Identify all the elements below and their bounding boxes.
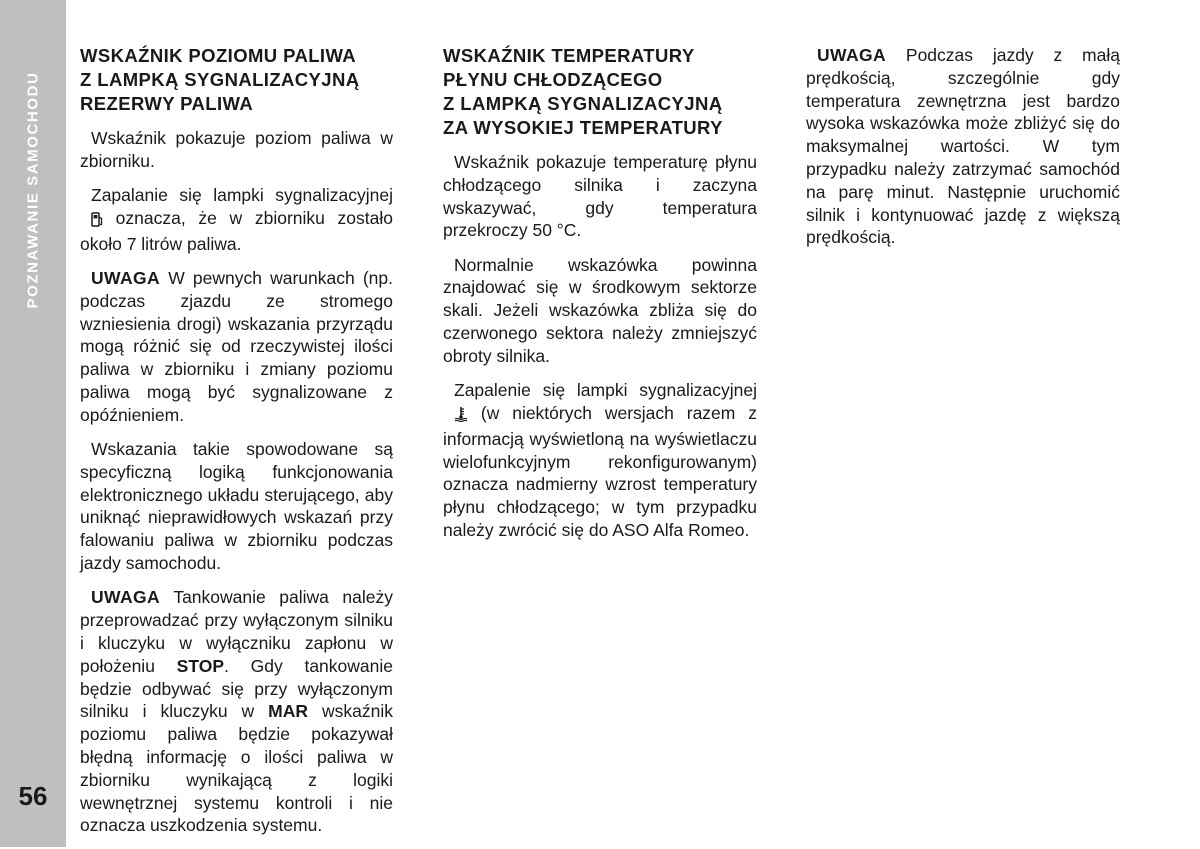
fuel-note-2-text-c: wskaźnik poziomu paliwa będzie pokazywał błędną informację o ilości paliwa w zbiorniku wynikającą z logiki wewnętrznej systemu kontroli i nie oznacza uszkodzenia systemu.	[80, 701, 393, 836]
fuel-note-2	[80, 586, 393, 837]
fuel-title-line-2: Z LAMPKĄ SYGNALIZACYJNĄ	[80, 69, 360, 90]
temp-paragraph-2: Normalnie wskazówka powinna znajdować się w środkowym sektorze skali. Jeżeli wskazówka zbliża się do czerwonego sektora należy zmniejszyć obroty silnika.	[443, 254, 757, 366]
fuel-paragraph-2	[80, 184, 393, 255]
coolant-temperature-icon	[443, 405, 468, 428]
coolant-gauge-column	[443, 44, 757, 553]
temp-paragraph-3	[443, 379, 757, 542]
temp-p3-after-icon: (w niektórych wersjach razem z informacją wyświetloną na wyświetlaczu wielofunkcyjnym rekonfigurowanym) oznacza nadmierny wzrost temperatury płynu chłodzącego; w tym przypadku należy zwrócić się do ASO Alfa Romeo.	[443, 402, 757, 540]
fuel-title-line-3: REZERWY PALIWA	[80, 93, 254, 114]
temperature-section-title	[443, 44, 757, 140]
sidebar	[0, 0, 66, 847]
fuel-gauge-column	[80, 44, 393, 849]
temp-paragraph-1: Wskaźnik pokazuje temperaturę płynu chłodzącego silnika i zaczyna wskazywać, gdy temperatura przekroczy 50 °C.	[443, 152, 757, 241]
fuel-paragraph-3: Wskazania takie spowodowane są specyficzną logiką funkcjonowania elektronicznego układu sterującego, aby uniknąć nieprawidłowych wskazań przy falowaniu paliwa w zbiorniku podczas jazdy samochodu.	[80, 439, 393, 574]
fuel-pump-icon	[80, 210, 103, 233]
note-label: UWAGA	[91, 587, 161, 608]
fuel-paragraph-1: Wskaźnik pokazuje poziom paliwa w zbiorniku.	[80, 128, 393, 171]
temp-title-line-2: PŁYNU CHŁODZĄCEGO	[443, 69, 663, 90]
fuel-p2-before-icon: Zapalanie się lampki sygnalizacyjnej	[91, 185, 393, 206]
page-number: 56	[18, 781, 48, 811]
fuel-note-1	[80, 267, 393, 427]
fuel-note-2-text-b: . Gdy tankowanie będzie odbywać się przy wyłączonym silniku i kluczyku w	[80, 655, 393, 722]
temp-title-line-1: WSKAŹNIK TEMPERATURY	[443, 45, 695, 66]
temp-title-line-4: ZA WYSOKIEJ TEMPERATURY	[443, 117, 723, 138]
fuel-note-1-text: W pewnych warunkach (np. podczas zjazdu ze stromego wzniesienia drogi) wskazania przyrządu mogą różnić się od rzeczywistej ilości paliwa w zbiorniku i zmiany poziomu paliwa mogą być sygnalizowane z opóźnieniem.	[80, 267, 393, 425]
stop-position-label: STOP	[176, 655, 225, 676]
section-label: POZNAWANIE SAMOCHODU	[24, 71, 42, 309]
note-label: UWAGA	[817, 45, 887, 65]
speed-note-text: Podczas jazdy z małą prędkością, szczególnie gdy temperatura zewnętrzna jest bardzo wysoka wskazówka może zbliżyć się do maksymalnej wartości. W tym przypadku należy zatrzymać samochód na parę minut. Następnie uruchomić silnik i kontynuować jazdę z większą prędkością.	[806, 45, 1120, 248]
temp-title-line-3: Z LAMPKĄ SYGNALIZACYJNĄ	[443, 93, 723, 114]
fuel-title-line-1: WSKAŹNIK POZIOMU PALIWA	[80, 45, 357, 66]
mar-position-label: MAR	[268, 701, 308, 722]
note-label: UWAGA	[91, 267, 161, 288]
fuel-p2-after-icon: oznacza, że w zbiorniku zostało około 7 litrów paliwa.	[80, 207, 393, 254]
temp-p3-before-icon: Zapalenie się lampki sygnalizacyjnej	[454, 380, 757, 401]
fuel-note-2-text-a: Tankowanie paliwa należy przeprowadzać przy wyłączonym silniku i kluczyku w wyłączniku zapłonu w położeniu	[80, 587, 394, 676]
speed-note	[806, 44, 1120, 249]
fuel-section-title	[80, 44, 393, 116]
right-note-column	[806, 44, 1120, 261]
